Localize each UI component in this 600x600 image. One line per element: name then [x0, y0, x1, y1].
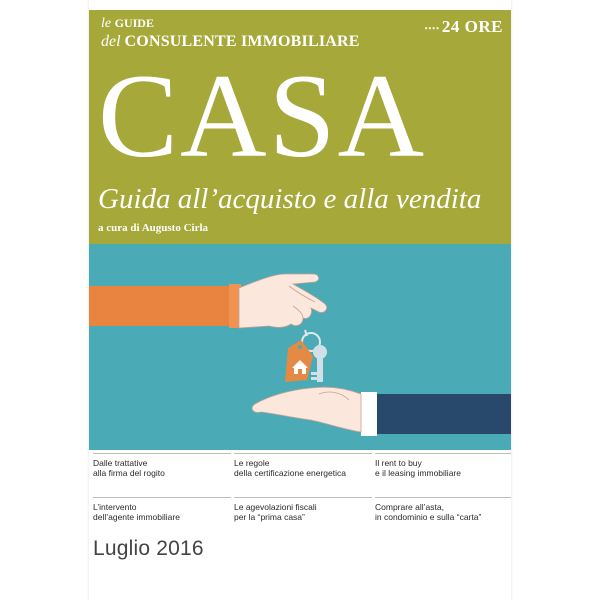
toc-item: Le regole della certificazione energetica: [234, 458, 372, 478]
logo-dots-icon: ••••: [424, 23, 440, 33]
series-del: del: [101, 33, 121, 50]
toc-item: Le agevolazioni fiscali per la “prima casa”: [234, 502, 372, 522]
toc-item: L’intervento dell’agente immobiliare: [93, 502, 231, 522]
navy-sleeve: [373, 394, 511, 434]
toc-item: Il rent to buy e il leasing immobiliare: [375, 458, 511, 478]
hand-giving-keys-illustration: [89, 244, 511, 450]
issue-date: Luglio 2016: [93, 537, 204, 560]
receiving-hand: [252, 387, 361, 432]
toc-item: Comprare all’asta, in condominio e sulla “carta”: [375, 502, 511, 522]
book-cover: [89, 0, 511, 600]
cover-subtitle: Guida all’acquisto e alla vendita: [98, 183, 482, 215]
series-le: le: [101, 16, 112, 31]
illustration-band: [89, 244, 511, 450]
publisher-logo: [425, 17, 503, 37]
cover-title: CASA: [98, 49, 427, 182]
navy-cuff: [361, 392, 377, 436]
orange-sleeve: [89, 286, 237, 326]
series-line-1: [101, 16, 154, 32]
key: [311, 345, 327, 382]
toc-item: Dalle trattative alla firma del rogito: [93, 458, 231, 478]
series-consulente: CONSULENTE IMMOBILIARE: [124, 33, 360, 50]
cover-credit: a cura di Augusto Cirla: [98, 222, 209, 234]
table-of-contents: [89, 450, 511, 536]
publisher-name: 24 ORE: [441, 17, 503, 36]
keytag: [285, 340, 313, 382]
giving-hand: [239, 274, 327, 328]
series-guide: GUIDE: [114, 16, 154, 30]
